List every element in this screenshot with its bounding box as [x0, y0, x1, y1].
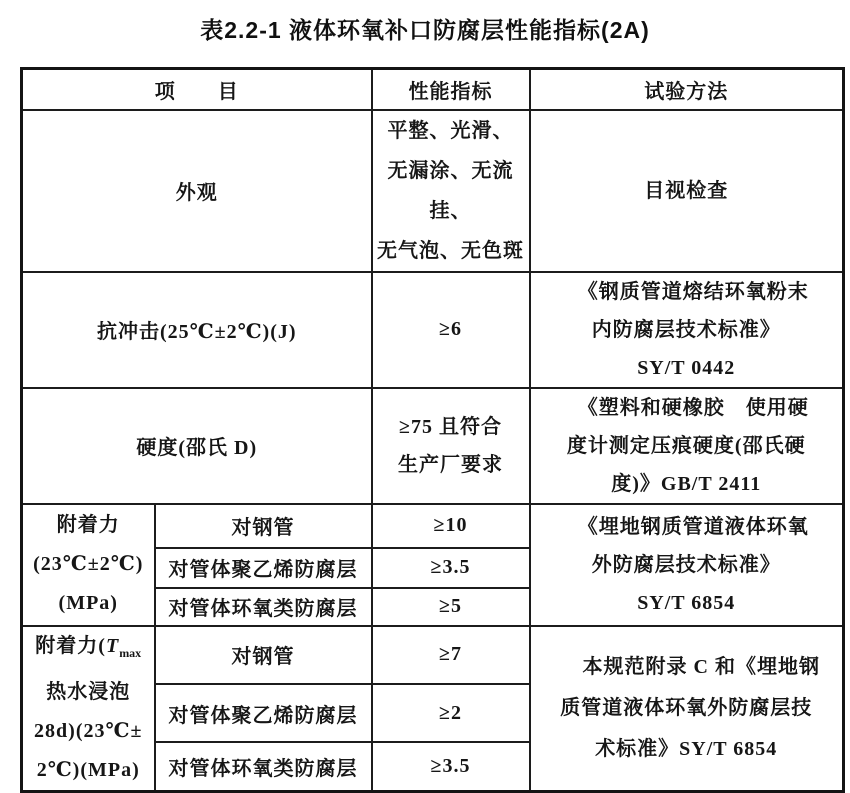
indicator-line: 无漏涂、无流挂、	[387, 159, 514, 222]
cell-appearance-indicator	[372, 110, 530, 272]
cell-impact-indicator: ≥6	[372, 272, 530, 388]
row-appearance	[22, 110, 844, 272]
method-line: 度)》GB/T 2411	[611, 472, 762, 495]
cell-adhesion-hot-pe-item: 对管体聚乙烯防腐层	[155, 684, 372, 742]
group-label-line: 热水浸泡	[46, 680, 131, 703]
method-line: 《钢质管道熔结环氧粉末	[577, 280, 809, 303]
indicator-line: ≥75 且符合	[399, 415, 502, 438]
method-line: 本规范附录 C 和《埋地钢	[582, 655, 820, 678]
group-label-line: (MPa)	[58, 592, 118, 614]
header-row	[22, 69, 844, 110]
method-line: SY/T 0442	[637, 356, 736, 379]
cell-adhesion-group-label	[22, 504, 155, 626]
method-line: 内防腐层技术标准》	[591, 318, 781, 341]
group-label-line: 2℃)(MPa)	[36, 758, 140, 781]
group-label-line: 28d)(23℃±	[34, 719, 143, 742]
header-item: 项 目	[22, 69, 372, 110]
group-label-line: (23℃±2℃)	[33, 553, 144, 575]
method-line: 《埋地钢质管道液体环氧	[577, 515, 809, 538]
table-title: 表2.2-1 液体环氧补口防腐层性能指标(2A)	[200, 17, 650, 43]
performance-spec-table	[20, 67, 845, 793]
cell-impact-method	[530, 272, 844, 388]
cell-adhesion-epoxy-indicator: ≥5	[372, 588, 530, 626]
row-adhesion-steel	[22, 504, 844, 548]
temperature-variable: T	[105, 634, 120, 657]
header-indicator: 性能指标	[372, 69, 530, 110]
method-line: 《塑料和硬橡胶 使用硬	[577, 396, 809, 419]
method-line: 目视检查	[644, 179, 729, 202]
cell-impact-item: 抗冲击(25℃±2℃)(J)	[22, 272, 372, 388]
cell-adhesion-pe-indicator: ≥3.5	[372, 548, 530, 588]
cell-adhesion-hot-pe-indicator: ≥2	[372, 684, 530, 742]
cell-adhesion-epoxy-item: 对管体环氧类防腐层	[155, 588, 372, 626]
cell-adhesion-hot-epoxy-item: 对管体环氧类防腐层	[155, 742, 372, 791]
cell-appearance-method	[530, 110, 844, 272]
method-line: 术标准》SY/T 6854	[595, 737, 778, 760]
cell-adhesion-hot-steel-item: 对钢管	[155, 626, 372, 684]
method-line: 外防腐层技术标准》	[591, 553, 781, 576]
cell-adhesion-pe-item: 对管体聚乙烯防腐层	[155, 548, 372, 588]
method-line: SY/T 6854	[637, 591, 736, 614]
row-impact	[22, 272, 844, 388]
indicator-line: 生产厂要求	[398, 453, 503, 476]
header-method: 试验方法	[530, 69, 844, 110]
row-adhesion-hot-steel	[22, 626, 844, 684]
indicator-line: 无气泡、无色斑	[377, 239, 524, 262]
cell-adhesion-hot-method	[530, 626, 844, 792]
indicator-line: 平整、光滑、	[387, 119, 514, 142]
method-line: 质管道液体环氧外防腐层技	[560, 696, 813, 719]
cell-hardness-indicator	[372, 388, 530, 504]
row-hardness	[22, 388, 844, 504]
group-label-line: 附着力($T_{max}$	[35, 634, 142, 660]
temperature-subscript: max	[119, 645, 142, 660]
cell-adhesion-hot-group-label	[22, 626, 155, 792]
group-label-line: 附着力	[56, 514, 120, 536]
cell-hardness-item: 硬度(邵氏 D)	[22, 388, 372, 504]
method-line: 度计测定压痕硬度(邵氏硬	[566, 434, 806, 457]
cell-adhesion-hot-steel-indicator: ≥7	[372, 626, 530, 684]
cell-adhesion-hot-epoxy-indicator: ≥3.5	[372, 742, 530, 791]
cell-hardness-method	[530, 388, 844, 504]
cell-adhesion-method	[530, 504, 844, 626]
cell-appearance-item: 外观	[22, 110, 372, 272]
cell-adhesion-steel-indicator: ≥10	[372, 504, 530, 548]
cell-adhesion-steel-item: 对钢管	[155, 504, 372, 548]
